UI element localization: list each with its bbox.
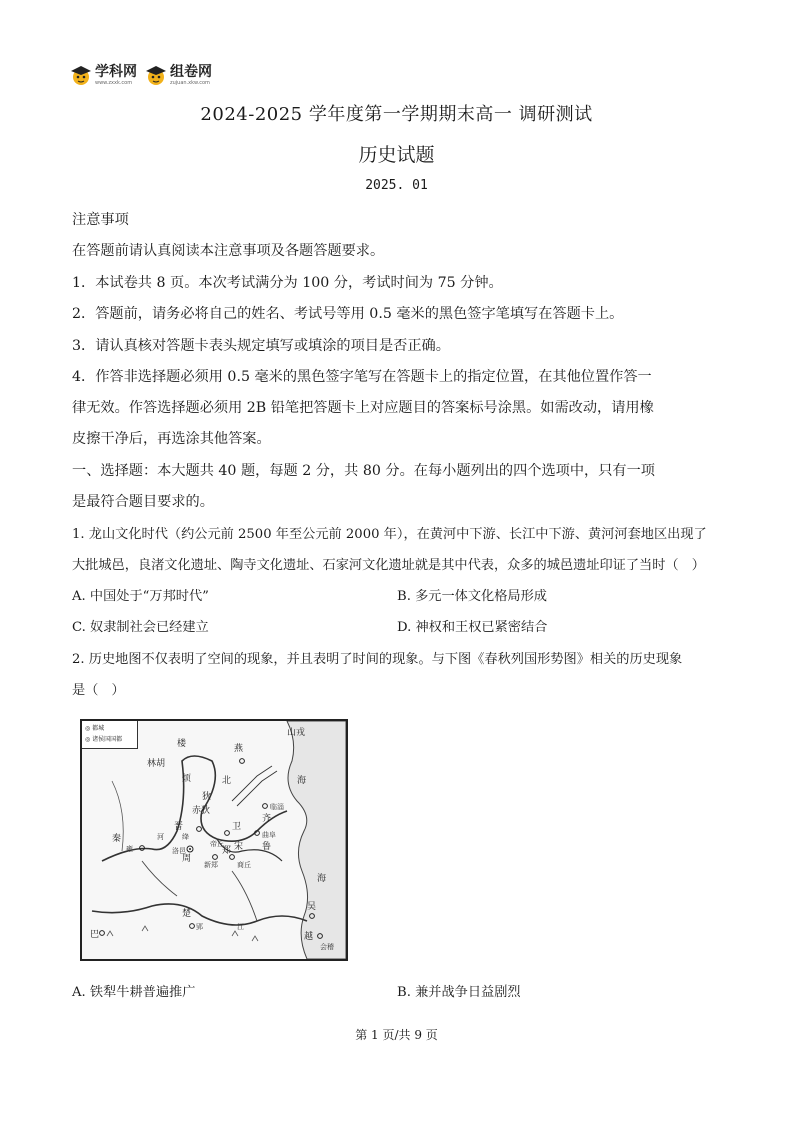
map-label: 赤狄 [192, 806, 211, 816]
logo-name: 学科网 [95, 63, 137, 80]
map-label: 江 [237, 923, 244, 931]
notice-item: 4．作答非选择题必须用 0.5 毫米的黑色签字笔写在答题卡上的指定位置，在其他位置作答一 [72, 369, 652, 385]
map-label: 海 [317, 874, 327, 884]
map-label: 楼 [177, 739, 187, 749]
map-label: 周 [182, 854, 192, 864]
map-label: 新郑 [204, 861, 218, 869]
question-1-option-d[interactable]: D. 神权和王权已紧密结合 [397, 620, 548, 635]
map-label: 洛邑 [172, 847, 186, 855]
map-label: 烦 [182, 774, 192, 784]
map-label: 吴 [307, 902, 317, 912]
map-label: 狄 [202, 792, 212, 802]
question-2-option-b[interactable]: B. 兼并战争日益剧烈 [397, 985, 521, 1000]
map-label: 曲阜 [262, 831, 276, 839]
section-heading: 一、选择题：本大题共 40 题，每题 2 分，共 80 分。在每小题列出的四个选项中，只有一项 [72, 463, 655, 479]
question-2-option-a[interactable]: A. 铁犁牛耕普遍推广 [72, 985, 196, 1000]
graduation-cap-icon [145, 64, 167, 86]
legend-capital: ◎ 都城 [85, 725, 105, 732]
notice-item: 律无效。作答选择题必须用 2B 铅笔把答题卡上对应题目的答案标号涂黑。如需改动，请用橡 [72, 400, 654, 416]
notice-item: 3．请认真核对答题卡表头规定填写或填涂的项目是否正确。 [72, 338, 450, 354]
logo-url: www.zxxk.com [95, 79, 133, 86]
logo-name: 组卷网 [170, 63, 212, 80]
map-label: 雍 [126, 845, 133, 853]
map-label: 海 [297, 776, 307, 786]
map-label: 绛 [182, 833, 189, 841]
question-2-stem: 2. 历史地图不仅表明了空间的现象，并且表明了时间的现象。与下图《春秋列国形势图》相关的历史现象 [72, 652, 683, 667]
notice-intro: 在答题前请认真阅读本注意事项及各题答题要求。 [72, 243, 385, 259]
map-label: 河 [157, 833, 164, 841]
map-label: 商丘 [237, 861, 251, 869]
map-label: 晋 [174, 822, 184, 832]
map-label: 巴 [90, 930, 100, 940]
spring-autumn-map [80, 719, 348, 961]
map-label: 北 [222, 776, 232, 786]
notice-item: 皮擦干净后，再选涂其他答案。 [72, 431, 271, 447]
map-label: 卫 [232, 822, 242, 832]
map-label: 燕 [234, 744, 244, 754]
header-logos [70, 60, 212, 90]
exam-subject: 历史试题 [358, 144, 435, 166]
question-1-option-c[interactable]: C. 奴隶制社会已经建立 [72, 620, 209, 635]
map-label: 宋 [234, 842, 244, 852]
notice-heading: 注意事项 [72, 212, 129, 228]
logo-url: zujuan.xkw.com [170, 79, 210, 86]
graduation-cap-icon [70, 64, 92, 86]
map-label: 楚 [182, 909, 192, 919]
map-label: 越 [304, 932, 314, 942]
logo-xueke [70, 64, 137, 86]
exam-date: 2025. 01 [365, 178, 428, 193]
map-label: 山戎 [287, 728, 306, 738]
logo-zujuan [145, 64, 212, 86]
map-label: 秦 [112, 834, 122, 844]
question-1-option-a[interactable]: A. 中国处于“万邦时代” [72, 589, 209, 604]
notice-item: 2．答题前，请务必将自己的姓名、考试号等用 0.5 毫米的黑色签字笔填写在答题卡上。 [72, 306, 624, 322]
question-1-stem-cont: 大批城邑，良渚文化遗址、陶寺文化遗址、石家河文化遗址就是其中代表，众多的城邑遗址印证了当时（ ） [72, 558, 705, 573]
map-drawing [82, 721, 346, 959]
section-heading-cont: 是最符合题目要求的。 [72, 494, 214, 510]
map-label: 齐 [262, 814, 272, 824]
map-label: 帝丘 [210, 840, 224, 848]
map-label: 鲁 [262, 842, 272, 852]
question-1-option-b[interactable]: B. 多元一体文化格局形成 [397, 589, 547, 604]
legend-state-capital: ◎ 诸侯国国都 [85, 736, 123, 743]
map-label: 郢 [196, 923, 203, 931]
notice-item: 1．本试卷共 8 页。本次考试满分为 100 分，考试时间为 75 分钟。 [72, 275, 503, 291]
question-1-stem: 1. 龙山文化时代（约公元前 2500 年至公元前 2000 年），在黄河中下游、长江中下游、黄河河套地区出现了 [72, 527, 707, 542]
map-label: 郑 [222, 846, 232, 856]
question-2-stem-cont: 是（ ） [72, 683, 125, 698]
map-label: 林胡 [147, 759, 166, 769]
exam-title: 2024-2025 学年度第一学期期末高一 调研测试 [200, 104, 593, 125]
page-number: 第 1 页/共 9 页 [355, 1028, 438, 1042]
map-label: 会稽 [320, 943, 334, 951]
map-label: 临淄 [270, 803, 284, 811]
map-legend [82, 721, 138, 749]
